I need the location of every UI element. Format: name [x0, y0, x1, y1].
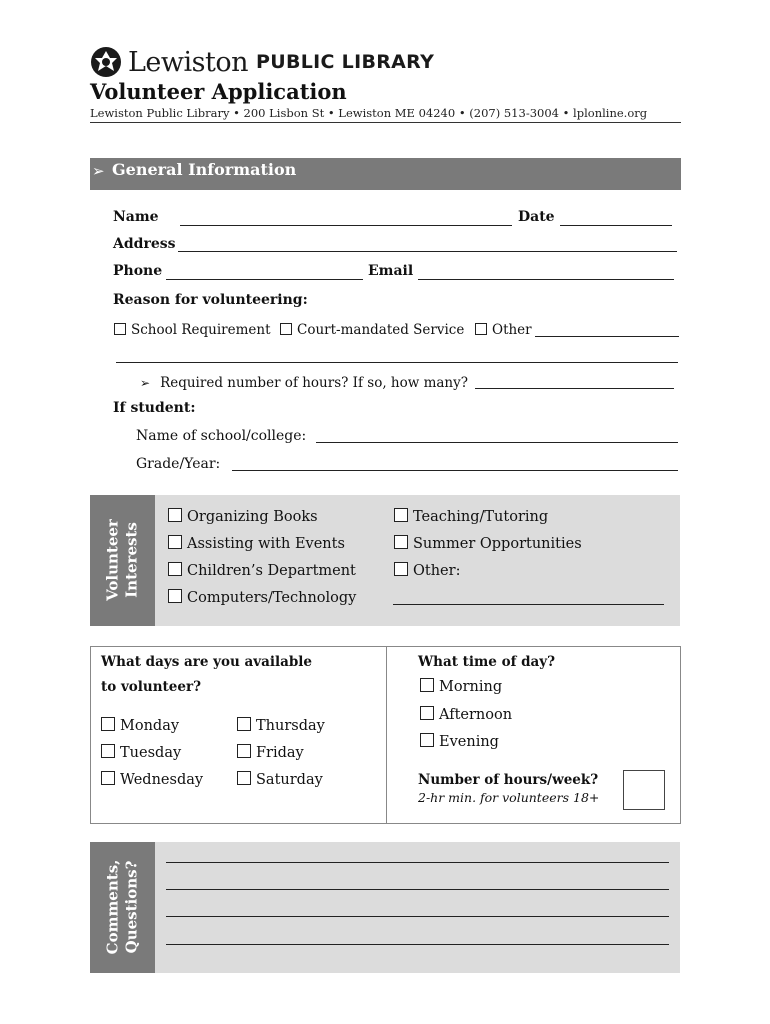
time-question: What time of day?	[418, 654, 556, 670]
page-title: Volunteer Application	[90, 79, 347, 104]
comments-line-3[interactable]	[166, 916, 669, 917]
date-label: Date	[518, 209, 555, 225]
reason-label: Reason for volunteering:	[113, 292, 308, 308]
header-rule	[90, 122, 681, 123]
name-field[interactable]	[180, 225, 512, 226]
school-label: Name of school/college:	[136, 428, 307, 444]
checkbox[interactable]	[237, 744, 251, 758]
reason-option-school[interactable]: School Requirement	[114, 322, 271, 338]
day-tuesday[interactable]: Tuesday	[101, 744, 181, 761]
hours-week-input[interactable]	[623, 770, 665, 810]
checkbox[interactable]	[420, 678, 434, 692]
interest-computers-technology[interactable]: Computers/Technology	[168, 589, 356, 606]
interest-other[interactable]: Other:	[394, 562, 460, 579]
hours-week-label: Number of hours/week?	[418, 772, 599, 788]
day-wednesday[interactable]: Wednesday	[101, 771, 203, 788]
checkbox[interactable]	[101, 744, 115, 758]
checkbox[interactable]	[168, 562, 182, 576]
reason-other-field[interactable]	[535, 336, 679, 337]
checkbox[interactable]	[114, 323, 126, 335]
checkbox[interactable]	[280, 323, 292, 335]
name-label: Name	[113, 209, 159, 225]
general-info-heading: General Information	[112, 160, 297, 179]
interest-assisting-events[interactable]: Assisting with Events	[168, 535, 345, 552]
comments-line-4[interactable]	[166, 944, 669, 945]
comments-tab-label: Comments, Questions?	[103, 859, 141, 955]
comments-line-2[interactable]	[166, 889, 669, 890]
library-logo-icon	[90, 46, 122, 78]
reason-extra-line[interactable]	[116, 362, 678, 363]
address-label: Address	[113, 236, 176, 252]
grade-label: Grade/Year:	[136, 456, 221, 472]
time-afternoon[interactable]: Afternoon	[420, 706, 512, 723]
days-question-line1: What days are you available	[101, 654, 313, 670]
arrow-icon: ➢	[92, 162, 105, 180]
address-line: Lewiston Public Library • 200 Lisbon St • Lewiston ME 04240 • (207) 513-3004 • lplonline.org	[90, 106, 648, 120]
checkbox[interactable]	[420, 706, 434, 720]
checkbox[interactable]	[101, 771, 115, 785]
interest-other-field[interactable]	[393, 604, 664, 605]
phone-field[interactable]	[166, 279, 363, 280]
time-evening[interactable]: Evening	[420, 733, 499, 750]
checkbox[interactable]	[237, 771, 251, 785]
reason-option-court[interactable]: Court-mandated Service	[280, 322, 464, 338]
time-morning[interactable]: Morning	[420, 678, 502, 695]
checkbox[interactable]	[394, 535, 408, 549]
checkbox[interactable]	[168, 535, 182, 549]
checkbox[interactable]	[475, 323, 487, 335]
interest-childrens-department[interactable]: Children’s Department	[168, 562, 356, 579]
checkbox[interactable]	[168, 589, 182, 603]
comments-line-1[interactable]	[166, 862, 669, 863]
library-logo	[90, 44, 434, 80]
checkbox[interactable]	[420, 733, 434, 747]
reason-option-other[interactable]: Other	[475, 322, 532, 338]
day-friday[interactable]: Friday	[237, 744, 304, 761]
day-saturday[interactable]: Saturday	[237, 771, 323, 788]
comments-tab	[90, 842, 155, 973]
interest-teaching-tutoring[interactable]: Teaching/Tutoring	[394, 508, 548, 525]
hours-week-note: 2-hr min. for volunteers 18+	[418, 790, 600, 805]
email-field[interactable]	[418, 279, 674, 280]
checkbox[interactable]	[237, 717, 251, 731]
interest-organizing-books[interactable]: Organizing Books	[168, 508, 318, 525]
logo-subtitle: PUBLIC LIBRARY	[256, 51, 435, 73]
interests-tab-label: Volunteer Interests	[103, 519, 141, 601]
interest-summer-opportunities[interactable]: Summer Opportunities	[394, 535, 582, 552]
student-label: If student:	[113, 400, 196, 416]
checkbox[interactable]	[168, 508, 182, 522]
hours-required-field[interactable]	[475, 388, 674, 389]
email-label: Email	[368, 263, 414, 279]
checkbox[interactable]	[101, 717, 115, 731]
availability-divider	[386, 646, 387, 824]
day-thursday[interactable]: Thursday	[237, 717, 325, 734]
day-monday[interactable]: Monday	[101, 717, 179, 734]
phone-label: Phone	[113, 263, 163, 279]
general-info-bar	[90, 158, 681, 190]
school-field[interactable]	[316, 442, 678, 443]
date-field[interactable]	[560, 225, 672, 226]
checkbox[interactable]	[394, 508, 408, 522]
grade-field[interactable]	[232, 470, 678, 471]
address-field[interactable]	[178, 251, 677, 252]
days-question-line2: to volunteer?	[101, 679, 201, 695]
hours-question-row	[140, 375, 468, 391]
checkbox[interactable]	[394, 562, 408, 576]
arrow-icon: ➢	[140, 376, 151, 390]
hours-question: Required number of hours? If so, how many?	[160, 375, 468, 391]
logo-word: Lewiston	[128, 46, 249, 78]
interests-tab	[90, 495, 155, 626]
